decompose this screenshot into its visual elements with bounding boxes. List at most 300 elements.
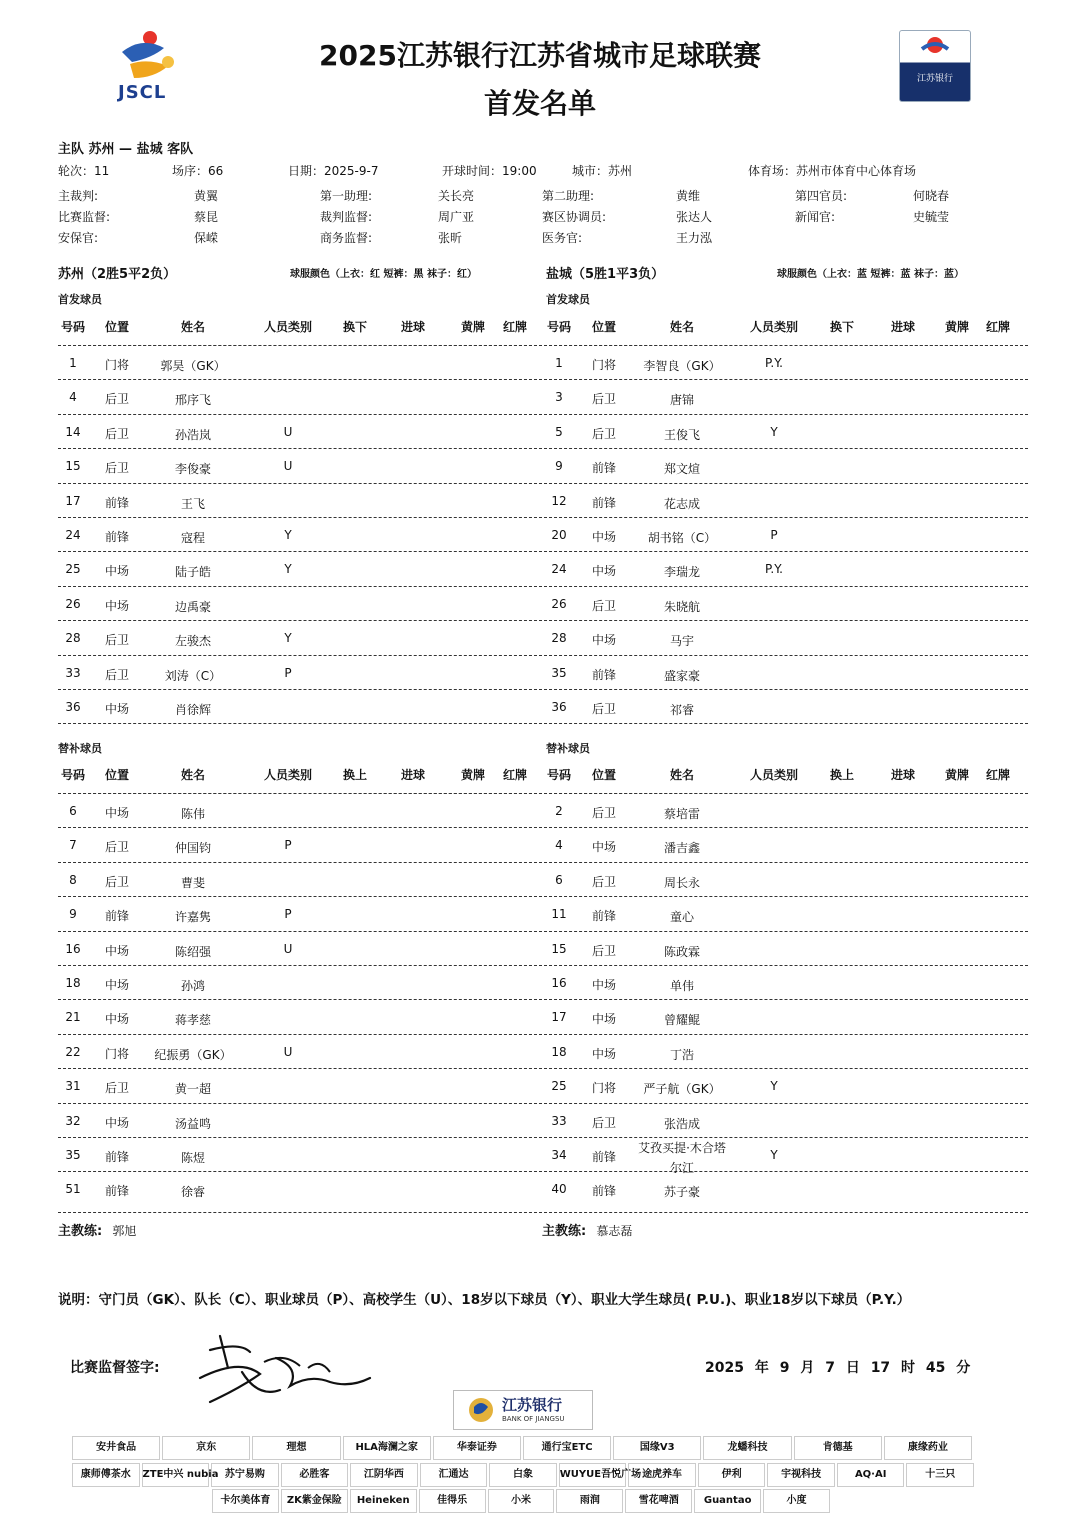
official-name: 史毓莹 bbox=[913, 210, 950, 224]
away-starter-type: P.Y. bbox=[765, 562, 783, 577]
home-starters-col-header: 号码 bbox=[60, 320, 85, 334]
row-divider bbox=[58, 896, 1028, 897]
home-sub-type: U bbox=[283, 1044, 293, 1059]
home-starter-number: 1 bbox=[69, 356, 77, 370]
home-sub-type: P bbox=[284, 838, 292, 853]
home-starter-name: 孙浩岚 bbox=[174, 427, 211, 442]
away-starter-name: 李瑞龙 bbox=[663, 565, 700, 580]
home-subs-label: 替补球员 bbox=[58, 742, 102, 755]
away-sub-type: Y bbox=[770, 1079, 778, 1094]
away-starter-name: 李智良（GK） bbox=[643, 359, 721, 373]
home-sub-position: 后卫 bbox=[104, 1081, 129, 1096]
official-name: 黄维 bbox=[676, 189, 701, 203]
away-subs-col-header: 红牌 bbox=[985, 768, 1010, 782]
sponsor-badge-icon bbox=[900, 31, 970, 63]
away-sub-number: 16 bbox=[551, 976, 567, 990]
home-starter-number: 4 bbox=[69, 390, 77, 405]
away-sub-number: 17 bbox=[551, 1010, 567, 1025]
away-sub-number: 33 bbox=[551, 1113, 567, 1128]
sponsor-logo: 肯德基 bbox=[794, 1436, 882, 1460]
away-subs-col-header: 黄牌 bbox=[944, 768, 969, 782]
away-starter-number: 3 bbox=[555, 390, 563, 405]
sponsor-logo: 佳得乐 bbox=[419, 1489, 486, 1513]
page-subtitle: 首发名单 bbox=[483, 87, 596, 120]
row-divider bbox=[58, 689, 1028, 690]
away-starters-col-header: 换下 bbox=[829, 320, 854, 334]
sponsor-logo: 白象 bbox=[489, 1463, 557, 1487]
away-sub-position: 前锋 bbox=[591, 1184, 616, 1199]
away-coach bbox=[542, 1220, 632, 1239]
away-sub-number: 25 bbox=[551, 1079, 567, 1094]
away-starter-type: P bbox=[770, 528, 778, 542]
official-name: 何晓春 bbox=[913, 189, 950, 203]
row-divider bbox=[58, 931, 1028, 932]
away-starter-number: 20 bbox=[551, 528, 567, 542]
away-starter-position: 前锋 bbox=[591, 667, 616, 682]
home-sub-number: 16 bbox=[65, 941, 81, 956]
away-subs-col-header: 位置 bbox=[591, 768, 616, 782]
home-sub-name: 徐睿 bbox=[180, 1185, 205, 1200]
row-divider bbox=[58, 793, 1028, 794]
away-starter-type: P.Y. bbox=[765, 356, 783, 370]
sponsor-logo: 江阴华西 bbox=[350, 1463, 418, 1487]
home-subs-col-header: 黄牌 bbox=[460, 768, 485, 782]
away-sub-number: 4 bbox=[555, 838, 563, 853]
home-starter-number: 17 bbox=[65, 493, 81, 508]
official-label: 主裁判: bbox=[58, 189, 99, 203]
home-starter-position: 后卫 bbox=[104, 426, 129, 441]
away-starter-number: 26 bbox=[551, 596, 567, 611]
home-sub-name: 陈煜 bbox=[180, 1151, 205, 1165]
sponsor-logo: 国缘V3 bbox=[613, 1436, 701, 1460]
home-starters-col-header: 位置 bbox=[104, 320, 129, 334]
home-starter-name: 郭昊（GK） bbox=[160, 359, 226, 373]
home-subs-col-header: 位置 bbox=[104, 768, 129, 782]
away-starter-position: 中场 bbox=[591, 633, 616, 648]
jscl-logo-text: JSCL bbox=[118, 82, 167, 103]
away-sub-name: 艾孜买提·木合塔尔江 bbox=[638, 1141, 726, 1175]
away-starters-label: 首发球员 bbox=[546, 293, 590, 306]
home-sub-position: 门将 bbox=[104, 1046, 129, 1061]
signature-image bbox=[180, 1328, 380, 1408]
official-label: 赛区协调员: bbox=[542, 210, 607, 224]
away-starter-number: 24 bbox=[551, 562, 567, 577]
home-subs-col-header: 号码 bbox=[60, 768, 85, 782]
home-starters-col-header: 人员类别 bbox=[263, 320, 312, 334]
sponsor-logo: 康师傅茶水 bbox=[72, 1463, 140, 1487]
home-starter-name: 肖徐辉 bbox=[174, 703, 211, 717]
away-starters-col-header: 号码 bbox=[546, 320, 571, 334]
home-sub-name: 曹斐 bbox=[180, 875, 205, 890]
home-starter-number: 36 bbox=[65, 700, 81, 714]
official-name: 保嵘 bbox=[194, 231, 219, 245]
away-starters-col-header: 姓名 bbox=[669, 320, 694, 334]
home-subs-col-header: 人员类别 bbox=[263, 768, 312, 782]
home-coach-label: 主教练: bbox=[58, 1224, 103, 1239]
away-sub-name: 张浩成 bbox=[663, 1116, 700, 1131]
official-label: 比赛监督: bbox=[58, 210, 111, 224]
sponsor-logo: ZTE中兴 nubia bbox=[142, 1463, 210, 1487]
home-starter-position: 中场 bbox=[104, 598, 129, 613]
away-starters-col-header: 黄牌 bbox=[944, 320, 969, 334]
home-starter-position: 后卫 bbox=[104, 633, 129, 648]
sponsor-logo: 理想 bbox=[252, 1436, 340, 1460]
home-team-title: 苏州（2胜5平2负） bbox=[58, 267, 177, 282]
home-starter-name: 邢序飞 bbox=[174, 393, 211, 408]
away-subs-col-header: 进球 bbox=[890, 768, 915, 782]
home-sub-type: U bbox=[283, 941, 293, 956]
away-subs-col-header: 姓名 bbox=[669, 768, 694, 782]
away-sub-name: 童心 bbox=[669, 910, 694, 925]
home-starters-col-header: 黄牌 bbox=[460, 320, 485, 334]
official-label: 商务监督: bbox=[320, 231, 373, 245]
home-starter-type: U bbox=[283, 459, 293, 474]
home-coach-name: 郭旭 bbox=[112, 1224, 137, 1238]
home-kit-colors: 球服颜色（上衣：红 短裤：黑 袜子：红） bbox=[290, 269, 477, 280]
home-starters-label: 首发球员 bbox=[58, 293, 102, 306]
away-starter-name: 胡书铭（C） bbox=[647, 531, 717, 545]
away-kit-colors: 球服颜色（上衣：蓝 短裤：蓝 袜子：蓝） bbox=[777, 269, 964, 280]
home-starter-name: 王飞 bbox=[180, 496, 205, 511]
official-name: 王力泓 bbox=[676, 231, 713, 245]
away-starter-name: 唐锦 bbox=[669, 393, 694, 408]
official-label: 新闻官: bbox=[795, 210, 836, 224]
away-starter-number: 35 bbox=[551, 665, 567, 680]
row-divider bbox=[58, 999, 1028, 1000]
home-sub-number: 8 bbox=[69, 872, 77, 887]
away-starter-position: 门将 bbox=[591, 358, 616, 372]
away-subs-col-header: 人员类别 bbox=[749, 768, 798, 782]
official-name: 张达人 bbox=[676, 210, 713, 224]
sponsor-badge-text: 江苏银行 bbox=[916, 74, 953, 84]
home-starter-position: 前锋 bbox=[104, 495, 129, 510]
away-starter-number: 5 bbox=[555, 424, 563, 439]
sponsor-logo: 卡尔美体育 bbox=[212, 1489, 279, 1513]
row-divider bbox=[58, 345, 1028, 346]
away-starter-position: 后卫 bbox=[591, 426, 616, 441]
sponsor-logo: 苏宁易购 bbox=[211, 1463, 279, 1487]
away-sub-position: 后卫 bbox=[591, 943, 616, 958]
row-divider bbox=[58, 551, 1028, 552]
kickoff-time: 开球时间：19:00 bbox=[442, 164, 537, 178]
away-sub-type: Y bbox=[770, 1148, 778, 1162]
official-label: 医务官: bbox=[542, 231, 583, 245]
home-starter-position: 后卫 bbox=[104, 667, 129, 682]
away-subs-col-header: 换上 bbox=[829, 768, 854, 782]
signature-label: 比赛监督签字: bbox=[70, 1360, 160, 1376]
official-name: 张昕 bbox=[438, 231, 463, 245]
home-sub-position: 中场 bbox=[104, 978, 129, 992]
round: 轮次：11 bbox=[58, 164, 110, 178]
sponsor-logo: 康缘药业 bbox=[884, 1436, 972, 1460]
away-starter-name: 王俊飞 bbox=[663, 427, 700, 442]
sponsor-logo: 雪花啤酒 bbox=[625, 1489, 692, 1513]
home-sub-number: 7 bbox=[69, 838, 77, 853]
sponsor-logo: 汇通达 bbox=[420, 1463, 488, 1487]
home-starter-number: 14 bbox=[65, 424, 81, 439]
home-starter-number: 24 bbox=[65, 528, 81, 542]
official-name: 蔡昆 bbox=[194, 210, 219, 224]
away-starters-col-header: 位置 bbox=[591, 320, 616, 334]
official-label: 裁判监督: bbox=[320, 210, 373, 224]
row-divider bbox=[58, 620, 1028, 621]
home-starter-number: 25 bbox=[65, 562, 81, 577]
home-sub-name: 孙鸿 bbox=[180, 979, 205, 993]
signature-date: 2025 年 9 月 7 日 17 时 45 分 bbox=[705, 1360, 971, 1376]
home-subs-col-header: 姓名 bbox=[180, 768, 205, 782]
home-sub-number: 18 bbox=[65, 976, 81, 990]
home-starter-name: 左骏杰 bbox=[174, 634, 211, 649]
away-sub-name: 严子航（GK） bbox=[643, 1082, 721, 1097]
away-sub-position: 中场 bbox=[591, 978, 616, 992]
home-sub-name: 陈绍强 bbox=[174, 944, 211, 959]
venue: 体育场：苏州市体育中心体育场 bbox=[748, 164, 917, 178]
legend: 说明：守门员（GK）、队长（C）、职业球员（P）、高校学生（U）、18岁以下球员（Y）、职业大学生球员( P.U.)、职业18岁以下球员（P.Y.） bbox=[58, 1292, 911, 1308]
away-sub-position: 中场 bbox=[591, 1012, 616, 1027]
home-starter-position: 后卫 bbox=[104, 392, 129, 407]
home-sub-name: 蒋孝慈 bbox=[174, 1013, 211, 1028]
home-starter-name: 边禹豪 bbox=[174, 599, 211, 614]
home-starter-type: Y bbox=[284, 631, 292, 646]
home-coach bbox=[58, 1220, 136, 1239]
away-starter-number: 36 bbox=[551, 700, 567, 714]
home-starter-number: 33 bbox=[65, 665, 81, 680]
sponsor-logo: WUYUE吾悦广场 bbox=[559, 1463, 627, 1487]
away-starters-col-header: 红牌 bbox=[985, 320, 1010, 334]
official-name: 周广亚 bbox=[438, 210, 475, 224]
away-sub-number: 40 bbox=[551, 1182, 567, 1197]
away-sub-number: 18 bbox=[551, 1044, 567, 1059]
away-starter-position: 前锋 bbox=[591, 495, 616, 510]
sponsor-logo: 十三只 bbox=[906, 1463, 974, 1487]
away-subs-col-header: 号码 bbox=[546, 768, 571, 782]
away-sub-name: 丁浩 bbox=[669, 1047, 694, 1062]
away-sub-position: 前锋 bbox=[591, 1150, 616, 1164]
away-sub-name: 曾耀鲲 bbox=[663, 1013, 700, 1028]
bank-logo-icon bbox=[466, 1395, 496, 1425]
away-starter-name: 盛家豪 bbox=[663, 668, 700, 683]
home-starter-position: 前锋 bbox=[104, 530, 129, 544]
home-subs-col-header: 换上 bbox=[342, 768, 367, 782]
row-divider bbox=[58, 517, 1028, 518]
match-seq: 场序：66 bbox=[172, 164, 224, 178]
home-subs-col-header: 红牌 bbox=[502, 768, 527, 782]
away-starter-number: 12 bbox=[551, 493, 567, 508]
away-starter-number: 9 bbox=[555, 459, 563, 474]
away-starter-name: 花志成 bbox=[663, 496, 700, 511]
away-subs-label: 替补球员 bbox=[546, 742, 590, 755]
sponsor-badge bbox=[899, 30, 971, 102]
teams-line: 主队 苏州 — 盐城 客队 bbox=[58, 142, 194, 157]
away-sub-position: 中场 bbox=[591, 840, 616, 855]
home-starter-type: U bbox=[283, 424, 293, 439]
away-sub-position: 后卫 bbox=[591, 806, 616, 820]
city: 城市：苏州 bbox=[572, 164, 633, 178]
row-divider bbox=[58, 723, 1028, 724]
sponsor-logo: Heineken bbox=[350, 1489, 417, 1513]
away-coach-name: 慕志磊 bbox=[596, 1224, 633, 1238]
home-sub-position: 后卫 bbox=[104, 874, 129, 889]
home-starter-name: 李俊豪 bbox=[174, 462, 211, 477]
away-starter-number: 28 bbox=[551, 631, 567, 646]
home-starter-number: 28 bbox=[65, 631, 81, 646]
home-starter-type: Y bbox=[284, 528, 292, 542]
away-starter-number: 1 bbox=[555, 356, 563, 370]
away-sub-position: 后卫 bbox=[591, 874, 616, 889]
home-starter-position: 中场 bbox=[104, 702, 129, 716]
home-sub-position: 前锋 bbox=[104, 909, 129, 924]
away-sub-name: 蔡培雷 bbox=[663, 807, 700, 821]
row-divider bbox=[58, 1068, 1028, 1069]
sponsor-logo: 伊利 bbox=[698, 1463, 766, 1487]
page-title: 2025江苏银行江苏省城市足球联赛 bbox=[319, 39, 761, 72]
home-starter-position: 后卫 bbox=[104, 461, 129, 476]
official-label: 第二助理: bbox=[542, 189, 595, 203]
sponsor-logo: 途虎养车 bbox=[628, 1463, 696, 1487]
away-sub-position: 门将 bbox=[591, 1081, 616, 1096]
away-starter-position: 后卫 bbox=[591, 702, 616, 716]
row-divider bbox=[58, 1137, 1028, 1138]
home-starters-col-header: 红牌 bbox=[502, 320, 527, 334]
sponsor-logo: 必胜客 bbox=[281, 1463, 349, 1487]
away-starters-col-header: 进球 bbox=[890, 320, 915, 334]
row-divider bbox=[58, 1034, 1028, 1035]
official-name: 黄翼 bbox=[194, 189, 219, 203]
sponsor-logo: 小度 bbox=[763, 1489, 830, 1513]
official-name: 关长亮 bbox=[438, 189, 475, 203]
home-sub-position: 中场 bbox=[104, 1115, 129, 1130]
away-starter-type: Y bbox=[770, 424, 778, 439]
home-starter-type: Y bbox=[284, 562, 292, 577]
home-sub-number: 21 bbox=[65, 1010, 81, 1025]
home-sub-name: 仲国钧 bbox=[174, 841, 211, 856]
home-starter-number: 15 bbox=[65, 459, 81, 474]
home-starter-name: 刘涛（C） bbox=[164, 668, 222, 683]
home-sub-name: 陈伟 bbox=[180, 807, 205, 821]
row-divider bbox=[58, 1212, 1028, 1213]
sponsor-logo: 华泰证券 bbox=[433, 1436, 521, 1460]
away-team-title: 盐城（5胜1平3负） bbox=[546, 267, 665, 282]
home-sub-name: 纪振勇（GK） bbox=[154, 1047, 232, 1062]
away-sub-number: 6 bbox=[555, 872, 563, 887]
home-subs-col-header: 进球 bbox=[400, 768, 425, 782]
away-sub-name: 苏子豪 bbox=[663, 1185, 700, 1200]
home-sub-number: 35 bbox=[65, 1148, 81, 1162]
home-sub-number: 9 bbox=[69, 907, 77, 922]
sponsor-logo: 雨润 bbox=[556, 1489, 623, 1513]
home-starters-col-header: 换下 bbox=[342, 320, 367, 334]
sponsor-logo: 京东 bbox=[162, 1436, 250, 1460]
home-sub-number: 32 bbox=[65, 1113, 81, 1128]
home-sub-position: 中场 bbox=[104, 1012, 129, 1027]
away-sub-name: 单伟 bbox=[669, 979, 694, 993]
home-starters-col-header: 姓名 bbox=[180, 320, 205, 334]
row-divider bbox=[58, 1103, 1028, 1104]
away-sub-position: 中场 bbox=[591, 1046, 616, 1061]
home-starter-position: 中场 bbox=[104, 564, 129, 579]
sponsor-logo: 宇视科技 bbox=[767, 1463, 835, 1487]
home-sub-number: 22 bbox=[65, 1044, 81, 1059]
away-starter-position: 中场 bbox=[591, 530, 616, 544]
official-label: 安保官: bbox=[58, 231, 99, 245]
home-sub-position: 后卫 bbox=[104, 840, 129, 855]
home-starter-position: 门将 bbox=[104, 358, 129, 372]
home-sub-position: 中场 bbox=[104, 806, 129, 820]
sponsor-logo: 小米 bbox=[488, 1489, 555, 1513]
home-starters-col-header: 进球 bbox=[400, 320, 425, 334]
row-divider bbox=[58, 965, 1028, 966]
official-label: 第一助理: bbox=[320, 189, 373, 203]
home-sub-position: 前锋 bbox=[104, 1150, 129, 1164]
row-divider bbox=[58, 483, 1028, 484]
row-divider bbox=[58, 448, 1028, 449]
away-sub-name: 潘吉鑫 bbox=[663, 841, 700, 856]
home-starter-type: P bbox=[284, 665, 292, 680]
row-divider bbox=[58, 655, 1028, 656]
away-starters-col-header: 人员类别 bbox=[749, 320, 798, 334]
away-sub-position: 后卫 bbox=[591, 1115, 616, 1130]
home-sub-name: 汤益鸣 bbox=[174, 1116, 211, 1131]
row-divider bbox=[58, 414, 1028, 415]
away-starter-name: 祁睿 bbox=[669, 703, 694, 717]
away-sub-number: 2 bbox=[555, 804, 563, 818]
away-starter-position: 中场 bbox=[591, 564, 616, 579]
row-divider bbox=[58, 379, 1028, 380]
match-date: 日期：2025-9-7 bbox=[288, 164, 379, 178]
sponsor-logo: 通行宝ETC bbox=[523, 1436, 611, 1460]
away-sub-number: 11 bbox=[551, 907, 567, 922]
away-starter-name: 郑文煊 bbox=[663, 462, 700, 477]
away-starter-position: 后卫 bbox=[591, 598, 616, 613]
home-sub-number: 31 bbox=[65, 1079, 81, 1094]
sponsor-logo: Guantao bbox=[694, 1489, 761, 1513]
bank-logo bbox=[453, 1390, 593, 1430]
home-sub-number: 6 bbox=[69, 804, 77, 818]
home-sub-type: P bbox=[284, 907, 292, 922]
away-starter-name: 朱晓航 bbox=[663, 599, 700, 614]
bank-logo-subtext: BANK OF JIANGSU bbox=[502, 1415, 565, 1423]
sponsor-logo: HLA海澜之家 bbox=[343, 1436, 431, 1460]
away-starter-name: 马宇 bbox=[669, 634, 694, 649]
away-sub-number: 34 bbox=[551, 1148, 567, 1162]
away-sub-position: 前锋 bbox=[591, 909, 616, 924]
away-sub-number: 15 bbox=[551, 941, 567, 956]
sponsor-logo: 安井食品 bbox=[72, 1436, 160, 1460]
official-label: 第四官员: bbox=[795, 189, 848, 203]
away-sub-name: 周长永 bbox=[663, 875, 700, 890]
bank-logo-text: 江苏银行 bbox=[502, 1396, 563, 1414]
home-starter-name: 陆子皓 bbox=[174, 565, 211, 580]
home-starter-number: 26 bbox=[65, 596, 81, 611]
away-starter-position: 后卫 bbox=[591, 392, 616, 407]
row-divider bbox=[58, 827, 1028, 828]
row-divider bbox=[58, 862, 1028, 863]
away-sub-name: 陈政霖 bbox=[663, 944, 700, 959]
sponsor-logo: ZK紫金保险 bbox=[281, 1489, 348, 1513]
away-coach-label: 主教练: bbox=[542, 1224, 587, 1239]
away-starter-position: 前锋 bbox=[591, 461, 616, 476]
home-sub-position: 前锋 bbox=[104, 1184, 129, 1199]
sponsor-logo: 龙蟠科技 bbox=[703, 1436, 791, 1460]
row-divider bbox=[58, 1171, 1028, 1172]
sponsor-logo: AQ·AI bbox=[837, 1463, 905, 1487]
home-sub-name: 黄一超 bbox=[174, 1082, 211, 1097]
home-sub-position: 中场 bbox=[104, 943, 129, 958]
home-starter-name: 寇程 bbox=[180, 531, 205, 545]
home-sub-number: 51 bbox=[65, 1182, 81, 1197]
row-divider bbox=[58, 586, 1028, 587]
home-sub-name: 许嘉隽 bbox=[174, 910, 211, 925]
